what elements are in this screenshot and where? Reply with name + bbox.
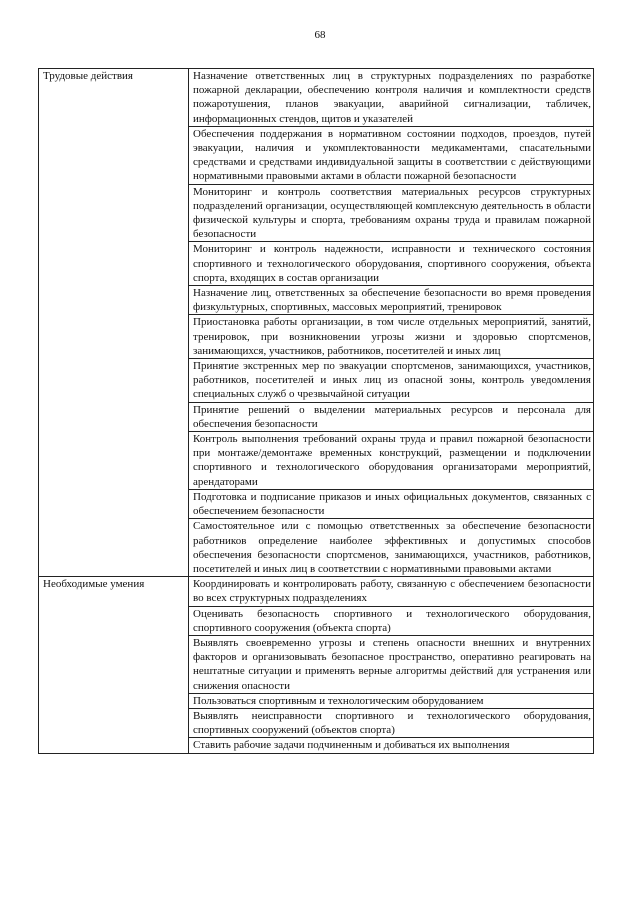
section-item: Подготовка и подписание приказов и иных официальных документов, связанных с обеспечением безопасности <box>189 489 594 518</box>
qualification-table-body <box>39 69 594 754</box>
section-item: Координировать и контролировать работу, связанную с обеспечением безопасности во всех структурных подразделениях <box>189 577 594 606</box>
table-row <box>39 577 594 606</box>
page-number: 68 <box>314 29 326 41</box>
section-item: Контроль выполнения требований охраны труда и правил пожарной безопасности при монтаже/демонтаже временных конструкций, размещении и подключении спортивного и технологического оборудования организаторами мероприятий, арендаторами <box>189 432 594 490</box>
section-item: Принятие решений о выделении материальных ресурсов и персонала для обеспечения безопасности <box>189 402 594 431</box>
section-item: Выявлять неисправности спортивного и технологического оборудования, спортивных сооружений (объектов спорта) <box>189 708 594 737</box>
section-label: Необходимые умения <box>39 577 189 753</box>
section-item: Назначение лиц, ответственных за обеспечение безопасности во время проведения физкультурных, спортивных, массовых мероприятий, тренировок <box>189 286 594 315</box>
section-item: Принятие экстренных мер по эвакуации спортсменов, занимающихся, участников, работников, посетителей и иных лиц из опасной зоны, контроль уведомления специальных служб о чрезвычайной ситуации <box>189 359 594 403</box>
section-label: Трудовые действия <box>39 69 189 577</box>
section-item: Приостановка работы организации, в том числе отдельных мероприятий, занятий, тренировок, при возникновении угрозы жизни и здоровью спортсменов, занимающихся, участников, работников, посетителей и иных лиц <box>189 315 594 359</box>
section-item: Выявлять своевременно угрозы и степень опасности внешних и внутренних факторов и организовывать безопасное пространство, оперативно реагировать на нештатные ситуации и применять верные алгоритмы действий для устранения или снижения опасности <box>189 635 594 693</box>
section-item: Самостоятельное или с помощью ответственных за обеспечение безопасности работников определение наиболее эффективных и допустимых способов обеспечения безопасности спортсменов, занимающихся, участников, работников, посетителей и иных лиц в соответствии с нормативными правовыми актами <box>189 519 594 577</box>
section-item: Пользоваться спортивным и технологическим оборудованием <box>189 693 594 708</box>
section-item: Ставить рабочие задачи подчиненным и добиваться их выполнения <box>189 738 594 753</box>
table-row <box>39 69 594 127</box>
section-item: Мониторинг и контроль надежности, исправности и технического состояния спортивного и технологического оборудования, спортивного сооружения, объекта спорта, входящих в состав организации <box>189 242 594 286</box>
section-item: Обеспечения поддержания в нормативном состоянии подходов, проездов, путей эвакуации, наличия и укомплектованности медикаментами, спасательными средствами и средствами индивидуальной защиты в соответствии с действующими нормативными правовыми актами в области пожарной безопасности <box>189 126 594 184</box>
section-item: Мониторинг и контроль соответствия материальных ресурсов структурных подразделений организации, осуществляющей комплексную деятельность в области физической культуры и спорта, требованиям охраны труда и правилам пожарной безопасности <box>189 184 594 242</box>
qualification-table <box>38 68 594 754</box>
section-item: Назначение ответственных лиц в структурных подразделениях по разработке пожарной декларации, обеспечению контроля наличия и комплектности средств пожаротушения, планов эвакуации, аварийной сигнализации, табличек, информационных стендов, щитов и указателей <box>189 69 594 127</box>
section-item: Оценивать безопасность спортивного и технологического оборудования, спортивного сооружения (объекта спорта) <box>189 606 594 635</box>
